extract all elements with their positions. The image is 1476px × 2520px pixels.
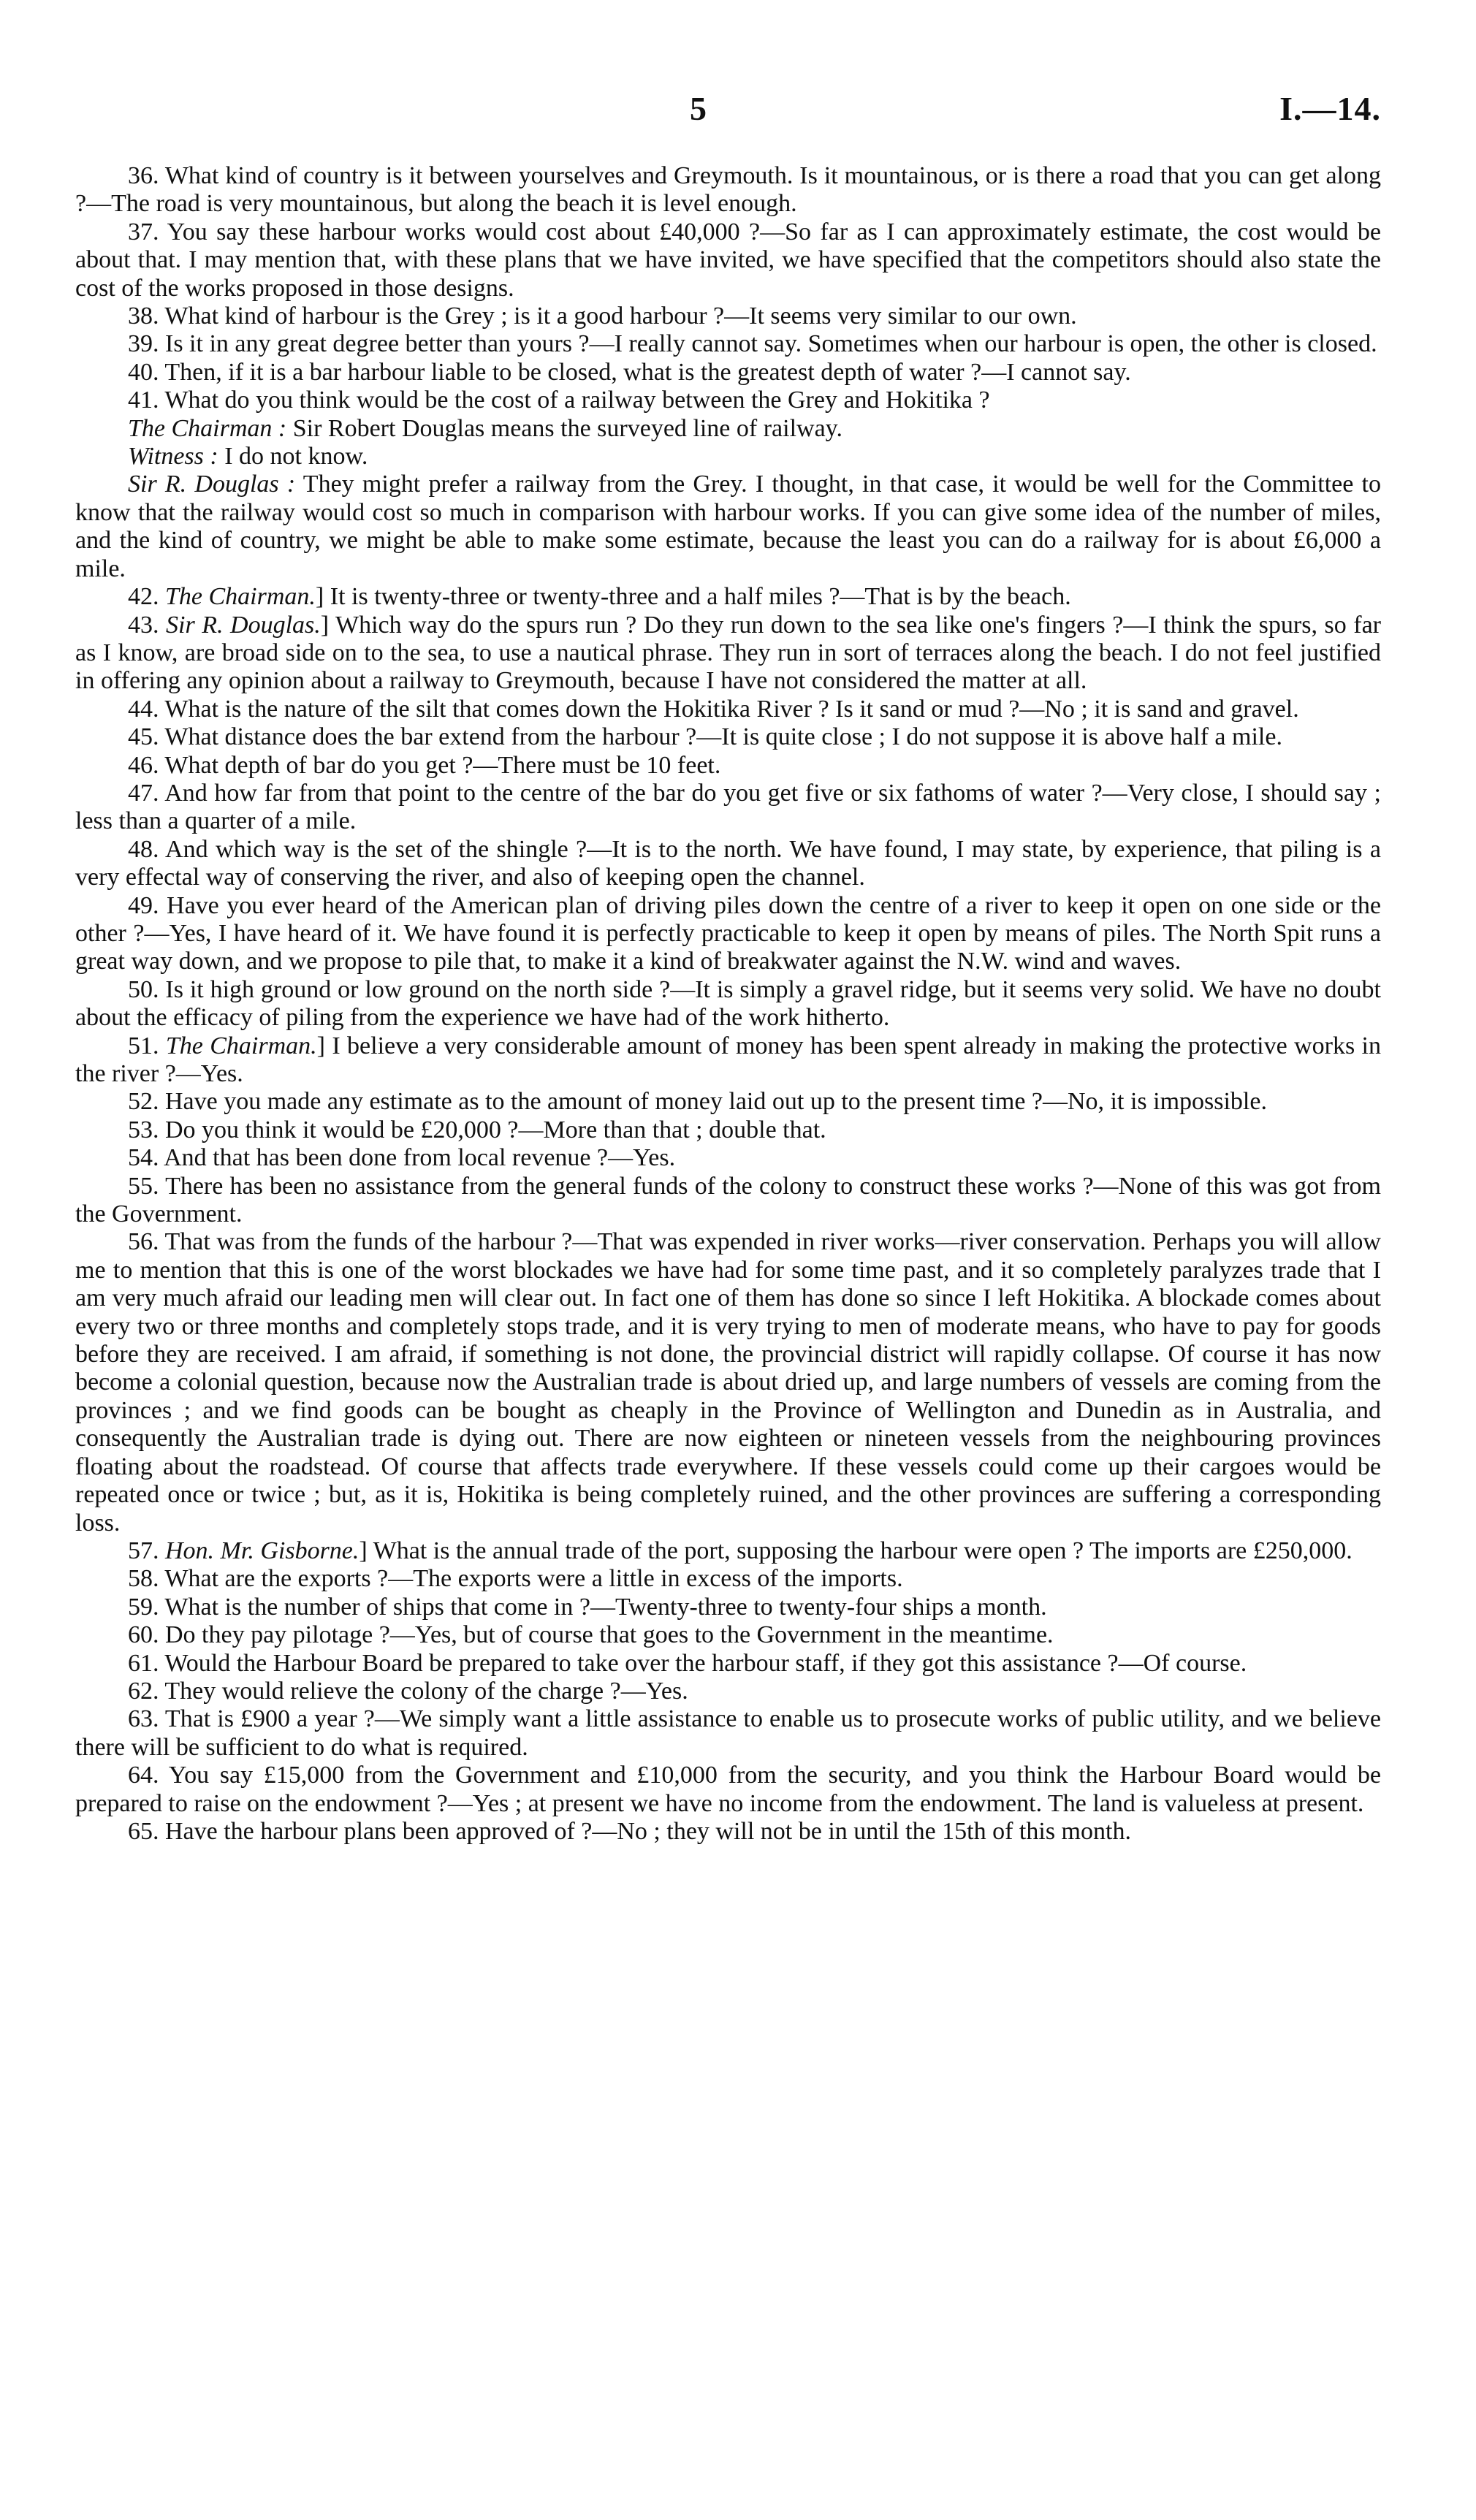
speaker-name: The Chairman. — [165, 1032, 317, 1059]
paragraph-text: Sir Robert Douglas means the surveyed line of railway. — [286, 414, 842, 442]
paragraph-number: 57. — [128, 1537, 165, 1564]
paragraph-text: 37. You say these harbour works would cost about £40,000 ?—So far as I can approximately estimate, the cost would be about that. I may mention that, with these plans that we have invited, we have specified that the competitors should also state the cost of the works proposed in those designs. — [75, 218, 1381, 302]
paragraph-text: 39. Is it in any great degree better than yours ?—I really cannot say. Sometimes when our harbour is open, the other is closed. — [128, 330, 1377, 358]
paragraph — [75, 162, 1381, 218]
paragraph — [75, 1565, 1381, 1593]
paragraph — [75, 1228, 1381, 1537]
paragraph-text: 55. There has been no assistance from the general funds of the colony to construct these works ?—None of this was got from the Government. — [75, 1172, 1381, 1228]
paragraph-text: ] What is the annual trade of the port, supposing the harbour were open ? The imports are £250,000. — [359, 1537, 1353, 1564]
paragraph — [75, 1621, 1381, 1649]
speaker-name: Witness : — [128, 443, 218, 471]
paragraph-text: ] Which way do the spurs run ? Do they run down to the sea like one's fingers ?—I think the spurs, so far as I know, are broad side on to the sea, to use a nautical phrase. They run in sort of terraces along the beach. I do not feel justified in offering any opinion about a railway to Greymouth, because I have not considered the matter at all. — [75, 611, 1381, 695]
paragraph — [75, 415, 1381, 443]
paragraph-text: 41. What do you think would be the cost of a railway between the Grey and Hokitika ? — [128, 387, 990, 414]
paragraph — [75, 359, 1381, 387]
paragraph-text: 47. And how far from that point to the centre of the bar do you get five or six fathoms of water ?—Very close, I should say ; less than a quarter of a mile. — [75, 779, 1381, 835]
paragraph-text: 50. Is it high ground or low ground on the north side ?—It is simply a gravel ridge, but it seems very solid. We have no doubt about the efficacy of piling from the experience we have had of the work hitherto. — [75, 975, 1381, 1032]
paragraph — [75, 1705, 1381, 1762]
paragraph — [75, 471, 1381, 583]
paragraph-text: 53. Do you think it would be £20,000 ?—More than that ; double that. — [128, 1116, 826, 1143]
paragraph-number: 43. — [128, 611, 167, 639]
paragraph-text: 48. And which way is the set of the shingle ?—It is to the north. We have found, I may state, by experience, that piling is a very effectal way of conserving the river, and also of keeping open the channel. — [75, 835, 1381, 891]
paragraph-text: ] It is twenty-three or twenty-three and a half miles ?—That is by the beach. — [315, 583, 1071, 611]
paragraph-text: 64. You say £15,000 from the Government and £10,000 from the security, and you think the Harbour Board would be prepared to raise on the endowment ?—Yes ; at present we have no income from the endowment. The land is valueless at present. — [75, 1762, 1381, 1817]
paragraph-text: 61. Would the Harbour Board be prepared to take over the harbour staff, if they got this assistance ?—Of course. — [128, 1649, 1247, 1677]
paragraph — [75, 1650, 1381, 1678]
paragraph — [75, 1088, 1381, 1116]
paragraph — [75, 752, 1381, 780]
paragraph-text: 45. What distance does the bar extend from the harbour ?—It is quite close ; I do not suppose it is above half a mile. — [128, 723, 1282, 751]
paragraph-text: 65. Have the harbour plans been approved of ?—No ; they will not be in until the 15th of this month. — [128, 1817, 1131, 1845]
paragraph — [75, 1173, 1381, 1229]
document-reference: I.—14. — [1279, 90, 1381, 127]
paragraph — [75, 583, 1381, 611]
paragraph — [75, 1537, 1381, 1565]
paragraph — [75, 836, 1381, 892]
paragraph-number: 51. — [128, 1032, 166, 1059]
paragraph — [75, 892, 1381, 976]
paragraph — [75, 218, 1381, 302]
body-text — [75, 162, 1381, 1846]
paragraph-text: 62. They would relieve the colony of the charge ?—Yes. — [128, 1677, 688, 1705]
paragraph-text: 49. Have you ever heard of the American plan of driving piles down the centre of a river to keep it open on one side or the other ?—Yes, I have heard of it. We have found it is perfectly practicable to keep it open by means of piles. The North Spit runs a great way down, and we propose to pile that, to make it a kind of breakwater against the N.W. wind and waves. — [75, 891, 1381, 975]
paragraph — [75, 387, 1381, 414]
paragraph — [75, 1818, 1381, 1846]
paragraph-text: ] I believe a very considerable amount of money has been spent already in making the protective works in the river ?—Yes. — [75, 1032, 1381, 1087]
paragraph — [75, 1594, 1381, 1621]
paragraph-text: 36. What kind of country is it between yourselves and Greymouth. Is it mountainous, or is there a road that you can get along ?—The road is very mountainous, but along the beach it is level enough. — [75, 162, 1381, 218]
paragraph-text: 59. What is the number of ships that come in ?—Twenty-three to twenty-four ships a month. — [128, 1593, 1047, 1621]
paragraph-number: 42. — [128, 583, 165, 611]
paragraph-text: I do not know. — [218, 443, 368, 471]
paragraph-text: 52. Have you made any estimate as to the amount of money laid out up to the present time ?—No, it is impossible. — [128, 1088, 1267, 1116]
paragraph — [75, 1762, 1381, 1818]
paragraph-text: 46. What depth of bar do you get ?—There must be 10 feet. — [128, 751, 721, 779]
paragraph-text: 44. What is the nature of the silt that comes down the Hokitika River ? Is it sand or mud ?—No ; it is sand and gravel. — [128, 695, 1299, 723]
paragraph — [75, 612, 1381, 696]
paragraph-text: 56. That was from the funds of the harbour ?—That was expended in river works—river conservation. Perhaps you will allow me to mention that this is one of the worst blockades we have had for some time past, and it so completely paralyzes trade that I am very much afraid our leading men will clear out. In fact one of them has done so since I left Hokitika. A blockade comes about every two or three months and completely stops trade, and it is very trying to men of moderate means, who have to pay for goods before they are received. I am afraid, if something is not done, the provincial district will rapidly collapse. Of course it has now become a colonial question, because now the Australian trade is about dried up, and large numbers of vessels are coming from the provinces ; and we find goods can be bought as cheaply in the Province of Wellington and Dunedin as in Australia, and consequently the Australian trade is dying out. There are now eighteen or nineteen vessels from the neighbouring provinces floating about the roadstead. Of course that affects trade everywhere. If these vessels could come up their cargoes would be repeated once or twice ; but, as it is, Hokitika is being completely ruined, and the other provinces are suffering a corresponding loss. — [75, 1228, 1381, 1537]
speaker-name: Sir R. Douglas. — [166, 611, 321, 639]
paragraph — [75, 302, 1381, 330]
paragraph — [75, 1678, 1381, 1705]
page-number: 5 — [690, 90, 707, 127]
speaker-name: The Chairman. — [165, 583, 316, 611]
paragraph — [75, 443, 1381, 471]
speaker-name: Hon. Mr. Gisborne. — [165, 1537, 360, 1564]
paragraph — [75, 696, 1381, 723]
paragraph-text: They might prefer a railway from the Grey. I thought, in that case, it would be well for the Committee to know that the railway would cost so much in comparison with harbour works. If you can give some idea of the number of miles, and the kind of country, we might be able to make some estimate, because the least you can do a railway for is about £6,000 a mile. — [75, 471, 1381, 582]
paragraph-text: 58. What are the exports ?—The exports were a little in excess of the imports. — [128, 1565, 903, 1593]
speaker-name: Sir R. Douglas : — [128, 471, 296, 498]
paragraph-text: 54. And that has been done from local revenue ?—Yes. — [128, 1144, 676, 1172]
paragraph — [75, 723, 1381, 751]
paragraph — [75, 976, 1381, 1032]
paragraph-text: 60. Do they pay pilotage ?—Yes, but of course that goes to the Government in the meantime. — [128, 1621, 1054, 1649]
paragraph — [75, 1144, 1381, 1172]
paragraph — [75, 780, 1381, 836]
paragraph-text: 63. That is £900 a year ?—We simply want a little assistance to enable us to prosecute works of public utility, and we believe there will be sufficient to do what is required. — [75, 1705, 1381, 1761]
paragraph — [75, 330, 1381, 358]
paragraph — [75, 1116, 1381, 1144]
speaker-name: The Chairman : — [128, 414, 287, 442]
paragraph-text: 40. Then, if it is a bar harbour liable to be closed, what is the greatest depth of water ?—I cannot say. — [128, 358, 1131, 386]
paragraph — [75, 1032, 1381, 1089]
paragraph-text: 38. What kind of harbour is the Grey ; is it a good harbour ?—It seems very similar to our own. — [128, 302, 1077, 330]
